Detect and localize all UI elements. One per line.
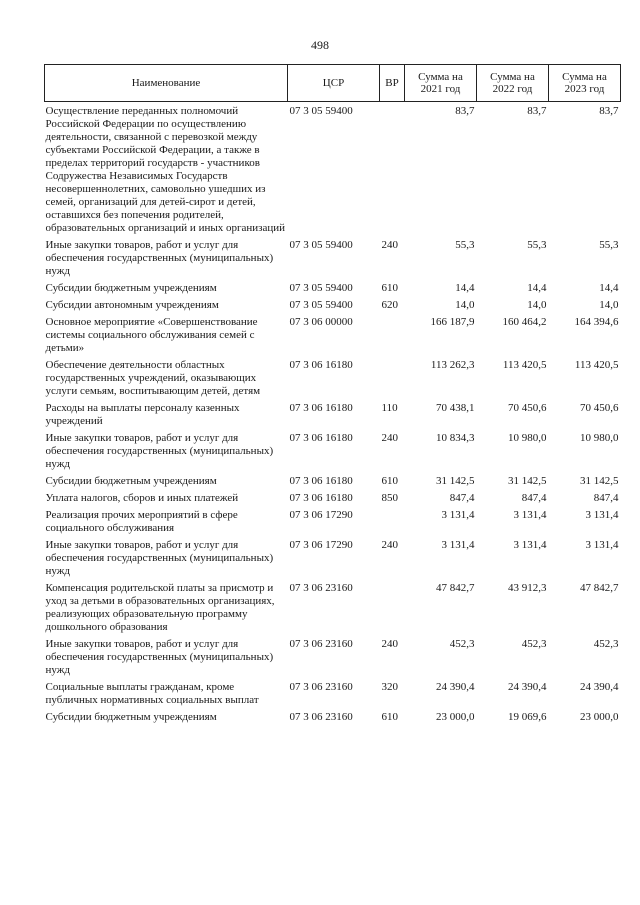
row-vr: 240 xyxy=(381,539,398,551)
row-sum-2023: 3 131,4 xyxy=(585,539,619,551)
table-row xyxy=(45,432,621,475)
header-vr: ВР xyxy=(380,65,405,102)
row-vr: 240 xyxy=(381,432,398,444)
row-name: Реализация прочих мероприятий в сфере социального обслуживания xyxy=(45,509,238,534)
budget-table xyxy=(44,64,621,728)
row-name: Уплата налогов, сборов и иных платежей xyxy=(45,492,239,504)
row-name: Обеспечение деятельности областных государственных учреждений, оказывающих услуги семьям, воспитывающим детей, детям xyxy=(45,359,261,397)
row-sum-2023: 47 842,7 xyxy=(580,582,619,594)
row-vr: 610 xyxy=(381,475,398,487)
header-2021: Сумма на 2021 год xyxy=(405,65,477,102)
row-vr: 110 xyxy=(381,402,398,414)
row-sum-2022: 452,3 xyxy=(521,638,547,650)
table-row xyxy=(45,509,621,539)
row-csr: 07 3 06 16180 xyxy=(289,492,353,504)
row-sum-2023: 83,7 xyxy=(599,105,619,117)
row-sum-2021: 70 438,1 xyxy=(436,402,475,414)
row-sum-2023: 14,4 xyxy=(599,282,619,294)
table-row xyxy=(45,638,621,681)
row-sum-2021: 113 262,3 xyxy=(430,359,475,371)
row-sum-2023: 164 394,6 xyxy=(574,316,619,328)
row-sum-2021: 452,3 xyxy=(449,638,475,650)
row-sum-2023: 113 420,5 xyxy=(574,359,619,371)
table-row xyxy=(45,711,621,728)
row-name: Осуществление переданных полномочий Российской Федерации по осуществлению деятельности, связанной с перевозкой между субъектами Российской Федерации, а также в пределах территорий государств - участников Содружества Независимых Государств несовершеннолетних, самовольно ушедших из семей, организаций для детей-сирот и детей, оставшихся без попечения родителей, образовательных организаций и иных организаций xyxy=(45,105,286,234)
row-name: Иные закупки товаров, работ и услуг для обеспечения государственных (муниципальных) нужд xyxy=(45,638,274,676)
row-sum-2022: 113 420,5 xyxy=(502,359,547,371)
table-row xyxy=(45,539,621,582)
row-csr: 07 3 06 16180 xyxy=(289,475,353,487)
row-csr: 07 3 06 23160 xyxy=(289,711,353,723)
row-name: Иные закупки товаров, работ и услуг для обеспечения государственных (муниципальных) нужд xyxy=(45,539,274,577)
row-sum-2021: 166 187,9 xyxy=(430,316,475,328)
row-csr: 07 3 06 23160 xyxy=(289,582,353,594)
row-sum-2022: 55,3 xyxy=(527,239,547,251)
row-vr xyxy=(380,509,405,539)
row-vr: 620 xyxy=(381,299,398,311)
table-row xyxy=(45,681,621,711)
row-csr: 07 3 06 16180 xyxy=(289,432,353,444)
row-vr: 240 xyxy=(381,239,398,251)
row-csr: 07 3 06 17290 xyxy=(289,539,353,551)
row-sum-2022: 31 142,5 xyxy=(508,475,547,487)
row-sum-2023: 14,0 xyxy=(599,299,619,311)
page-number: 498 xyxy=(311,38,329,52)
row-name: Субсидии автономным учреждениям xyxy=(45,299,219,311)
table-row xyxy=(45,402,621,432)
row-csr: 07 3 06 23160 xyxy=(289,681,353,693)
row-vr: 610 xyxy=(381,711,398,723)
row-sum-2021: 83,7 xyxy=(455,105,475,117)
row-sum-2021: 847,4 xyxy=(449,492,475,504)
header-2023: Сумма на 2023 год xyxy=(549,65,621,102)
row-sum-2023: 452,3 xyxy=(593,638,619,650)
row-sum-2023: 55,3 xyxy=(599,239,619,251)
row-vr: 320 xyxy=(381,681,398,693)
row-csr: 07 3 05 59400 xyxy=(289,239,353,251)
row-sum-2022: 83,7 xyxy=(527,105,547,117)
row-sum-2021: 31 142,5 xyxy=(436,475,475,487)
header-name: Наименование xyxy=(45,65,288,102)
row-csr: 07 3 06 23160 xyxy=(289,638,353,650)
table-row xyxy=(45,316,621,359)
row-sum-2022: 3 131,4 xyxy=(513,539,547,551)
header-2022: Сумма на 2022 год xyxy=(477,65,549,102)
row-vr: 850 xyxy=(381,492,398,504)
row-sum-2021: 3 131,4 xyxy=(441,539,475,551)
row-sum-2022: 19 069,6 xyxy=(508,711,547,723)
row-sum-2023: 70 450,6 xyxy=(580,402,619,414)
row-sum-2022: 847,4 xyxy=(521,492,547,504)
row-sum-2021: 24 390,4 xyxy=(436,681,475,693)
row-sum-2021: 14,0 xyxy=(455,299,475,311)
header-csr: ЦСР xyxy=(288,65,380,102)
row-csr: 07 3 06 16180 xyxy=(289,402,353,414)
row-csr: 07 3 06 17290 xyxy=(289,509,353,521)
table-row xyxy=(45,282,621,299)
row-sum-2023: 31 142,5 xyxy=(580,475,619,487)
table-row xyxy=(45,582,621,638)
row-csr: 07 3 05 59400 xyxy=(289,282,353,294)
row-name: Субсидии бюджетным учреждениям xyxy=(45,282,217,294)
row-name: Субсидии бюджетным учреждениям xyxy=(45,475,217,487)
row-csr: 07 3 05 59400 xyxy=(289,299,353,311)
table-row xyxy=(45,475,621,492)
row-vr xyxy=(380,102,405,240)
row-sum-2023: 847,4 xyxy=(593,492,619,504)
row-sum-2023: 10 980,0 xyxy=(580,432,619,444)
row-vr xyxy=(380,359,405,402)
table-row xyxy=(45,492,621,509)
row-sum-2022: 160 464,2 xyxy=(502,316,547,328)
row-sum-2021: 14,4 xyxy=(455,282,475,294)
table-body xyxy=(45,102,621,729)
row-vr xyxy=(380,582,405,638)
row-sum-2021: 10 834,3 xyxy=(436,432,475,444)
row-name: Компенсация родительской платы за присмотр и уход за детьми в образовательных организациях, реализующих образовательную программу дошкольного образования xyxy=(45,582,275,633)
row-sum-2023: 3 131,4 xyxy=(585,509,619,521)
table-row xyxy=(45,359,621,402)
row-vr xyxy=(380,316,405,359)
row-name: Расходы на выплаты персоналу казенных учреждений xyxy=(45,402,240,427)
row-sum-2023: 23 000,0 xyxy=(580,711,619,723)
table-header xyxy=(45,65,621,102)
row-sum-2022: 70 450,6 xyxy=(508,402,547,414)
table-row xyxy=(45,102,621,240)
row-csr: 07 3 05 59400 xyxy=(289,105,353,117)
row-csr: 07 3 06 00000 xyxy=(289,316,353,328)
row-sum-2022: 3 131,4 xyxy=(513,509,547,521)
row-name: Социальные выплаты гражданам, кроме публичных нормативных социальных выплат xyxy=(45,681,259,706)
row-vr: 240 xyxy=(381,638,398,650)
row-name: Иные закупки товаров, работ и услуг для обеспечения государственных (муниципальных) нужд xyxy=(45,239,274,277)
row-sum-2022: 14,4 xyxy=(527,282,547,294)
row-sum-2022: 10 980,0 xyxy=(508,432,547,444)
row-sum-2023: 24 390,4 xyxy=(580,681,619,693)
row-sum-2022: 14,0 xyxy=(527,299,547,311)
row-name: Субсидии бюджетным учреждениям xyxy=(45,711,217,723)
row-sum-2022: 43 912,3 xyxy=(508,582,547,594)
row-sum-2021: 23 000,0 xyxy=(436,711,475,723)
row-name: Иные закупки товаров, работ и услуг для обеспечения государственных (муниципальных) нужд xyxy=(45,432,274,470)
row-sum-2021: 47 842,7 xyxy=(436,582,475,594)
table-row xyxy=(45,299,621,316)
row-csr: 07 3 06 16180 xyxy=(289,359,353,371)
row-vr: 610 xyxy=(381,282,398,294)
row-sum-2021: 55,3 xyxy=(455,239,475,251)
row-sum-2021: 3 131,4 xyxy=(441,509,475,521)
table-row xyxy=(45,239,621,282)
row-sum-2022: 24 390,4 xyxy=(508,681,547,693)
row-name: Основное мероприятие «Совершенствование системы социального обслуживания семей с детьми» xyxy=(45,316,258,354)
